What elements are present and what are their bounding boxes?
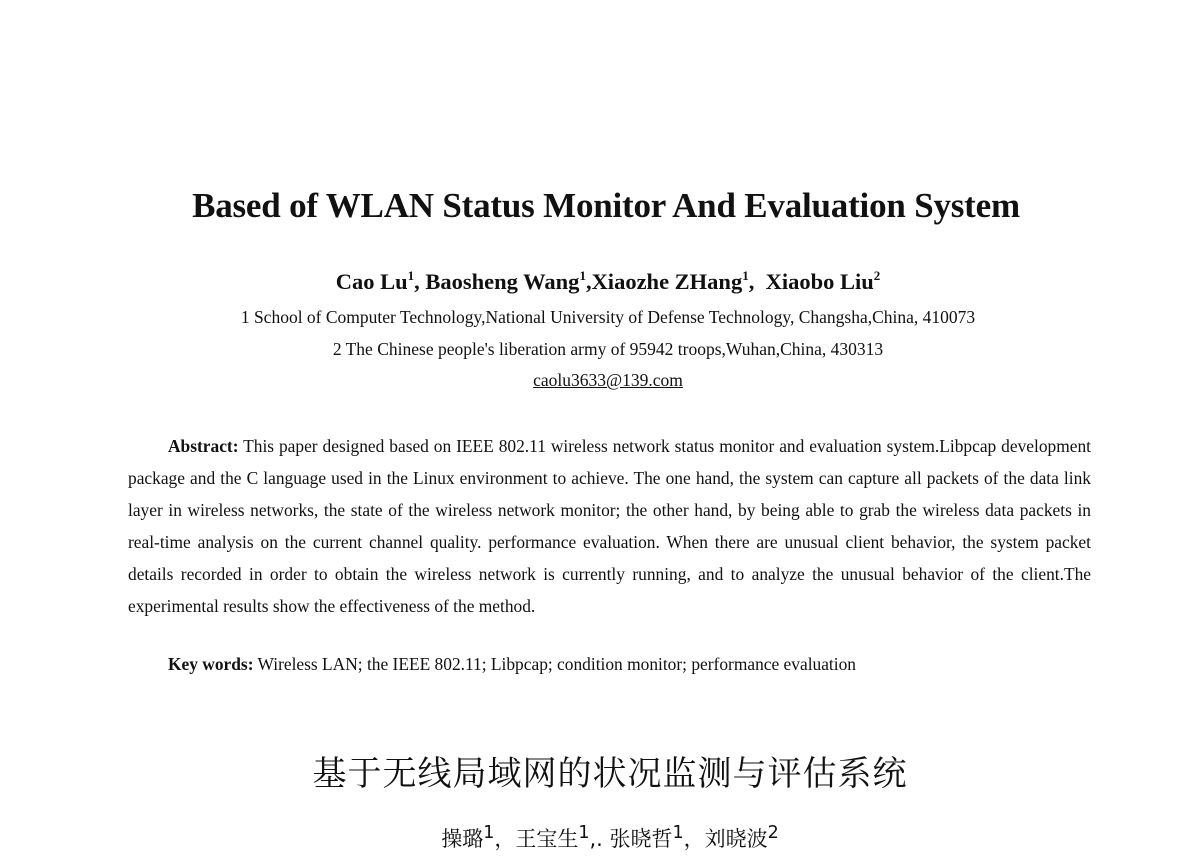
chinese-author-name: 操璐 [441,827,484,851]
keywords-line [168,654,856,675]
author-name: Xiaozhe ZHang [591,269,743,294]
keywords-text: Wireless LAN; the IEEE 802.11; Libpcap; condition monitor; performance evaluation [253,654,856,674]
abstract-label: Abstract: [168,436,239,456]
author-affiliation-mark: 2 [873,268,881,283]
author-separator: , [748,269,766,294]
chinese-author-affiliation-mark: 1 [483,823,495,843]
chinese-author-separator: ,. [589,827,610,851]
keywords-label: Key words: [168,654,254,674]
chinese-author-affiliation-mark: 1 [672,823,684,843]
chinese-author-affiliation-mark: 1 [578,823,590,843]
affiliation-2: 2 The Chinese people's liberation army of 95942 troops,Wuhan,China, 430313 [332,339,884,359]
paper-title: Based of WLAN Status Monitor And Evaluation System [192,186,1020,225]
chinese-author-affiliation-mark: 2 [767,823,779,843]
chinese-author-name: 王宝生 [515,827,579,851]
author-separator: , [585,269,592,294]
author-name: Baosheng Wang [425,269,580,294]
chinese-author-line [0,823,1200,853]
abstract-paragraph [128,430,1091,622]
author-affiliation-mark: 1 [742,268,749,283]
chinese-author-separator: ， [494,827,516,851]
author-name: Cao Lu [335,269,408,294]
chinese-author-separator: ， [683,827,705,851]
contact-email-link[interactable]: caolu3633@139.com [533,370,683,390]
author-line [0,269,1200,295]
chinese-author-name: 张晓哲 [609,827,673,851]
author-name: Xiaobo Liu [765,269,874,294]
chinese-author-name: 刘晓波 [704,827,768,851]
affiliation-1: 1 School of Computer Technology,National University of Defense Technology, Changsha,China, 410073 [240,307,976,327]
author-affiliation-mark: 1 [407,268,415,283]
author-affiliation-mark: 1 [579,268,586,283]
chinese-title: 基于无线局域网的状况监测与评估系统 [312,754,908,794]
abstract-text: This paper designed based on IEEE 802.11 wireless network status monitor and evaluation system.Libpcap development package and the C language used in the Linux environment to achieve. The one hand, the system can capture all packets of the data link layer in wireless networks, the state of the wireless network monitor; the other hand, by being able to grab the wireless data packets in real-time analysis on the current channel quality. performance evaluation. When there are unusual client behavior, the system packet details recorded in order to obtain the wireless network is currently running, and to analyze the unusual behavior of the client.The experimental results show the effectiveness of the method. [128,436,1091,616]
author-separator: , [414,269,426,294]
